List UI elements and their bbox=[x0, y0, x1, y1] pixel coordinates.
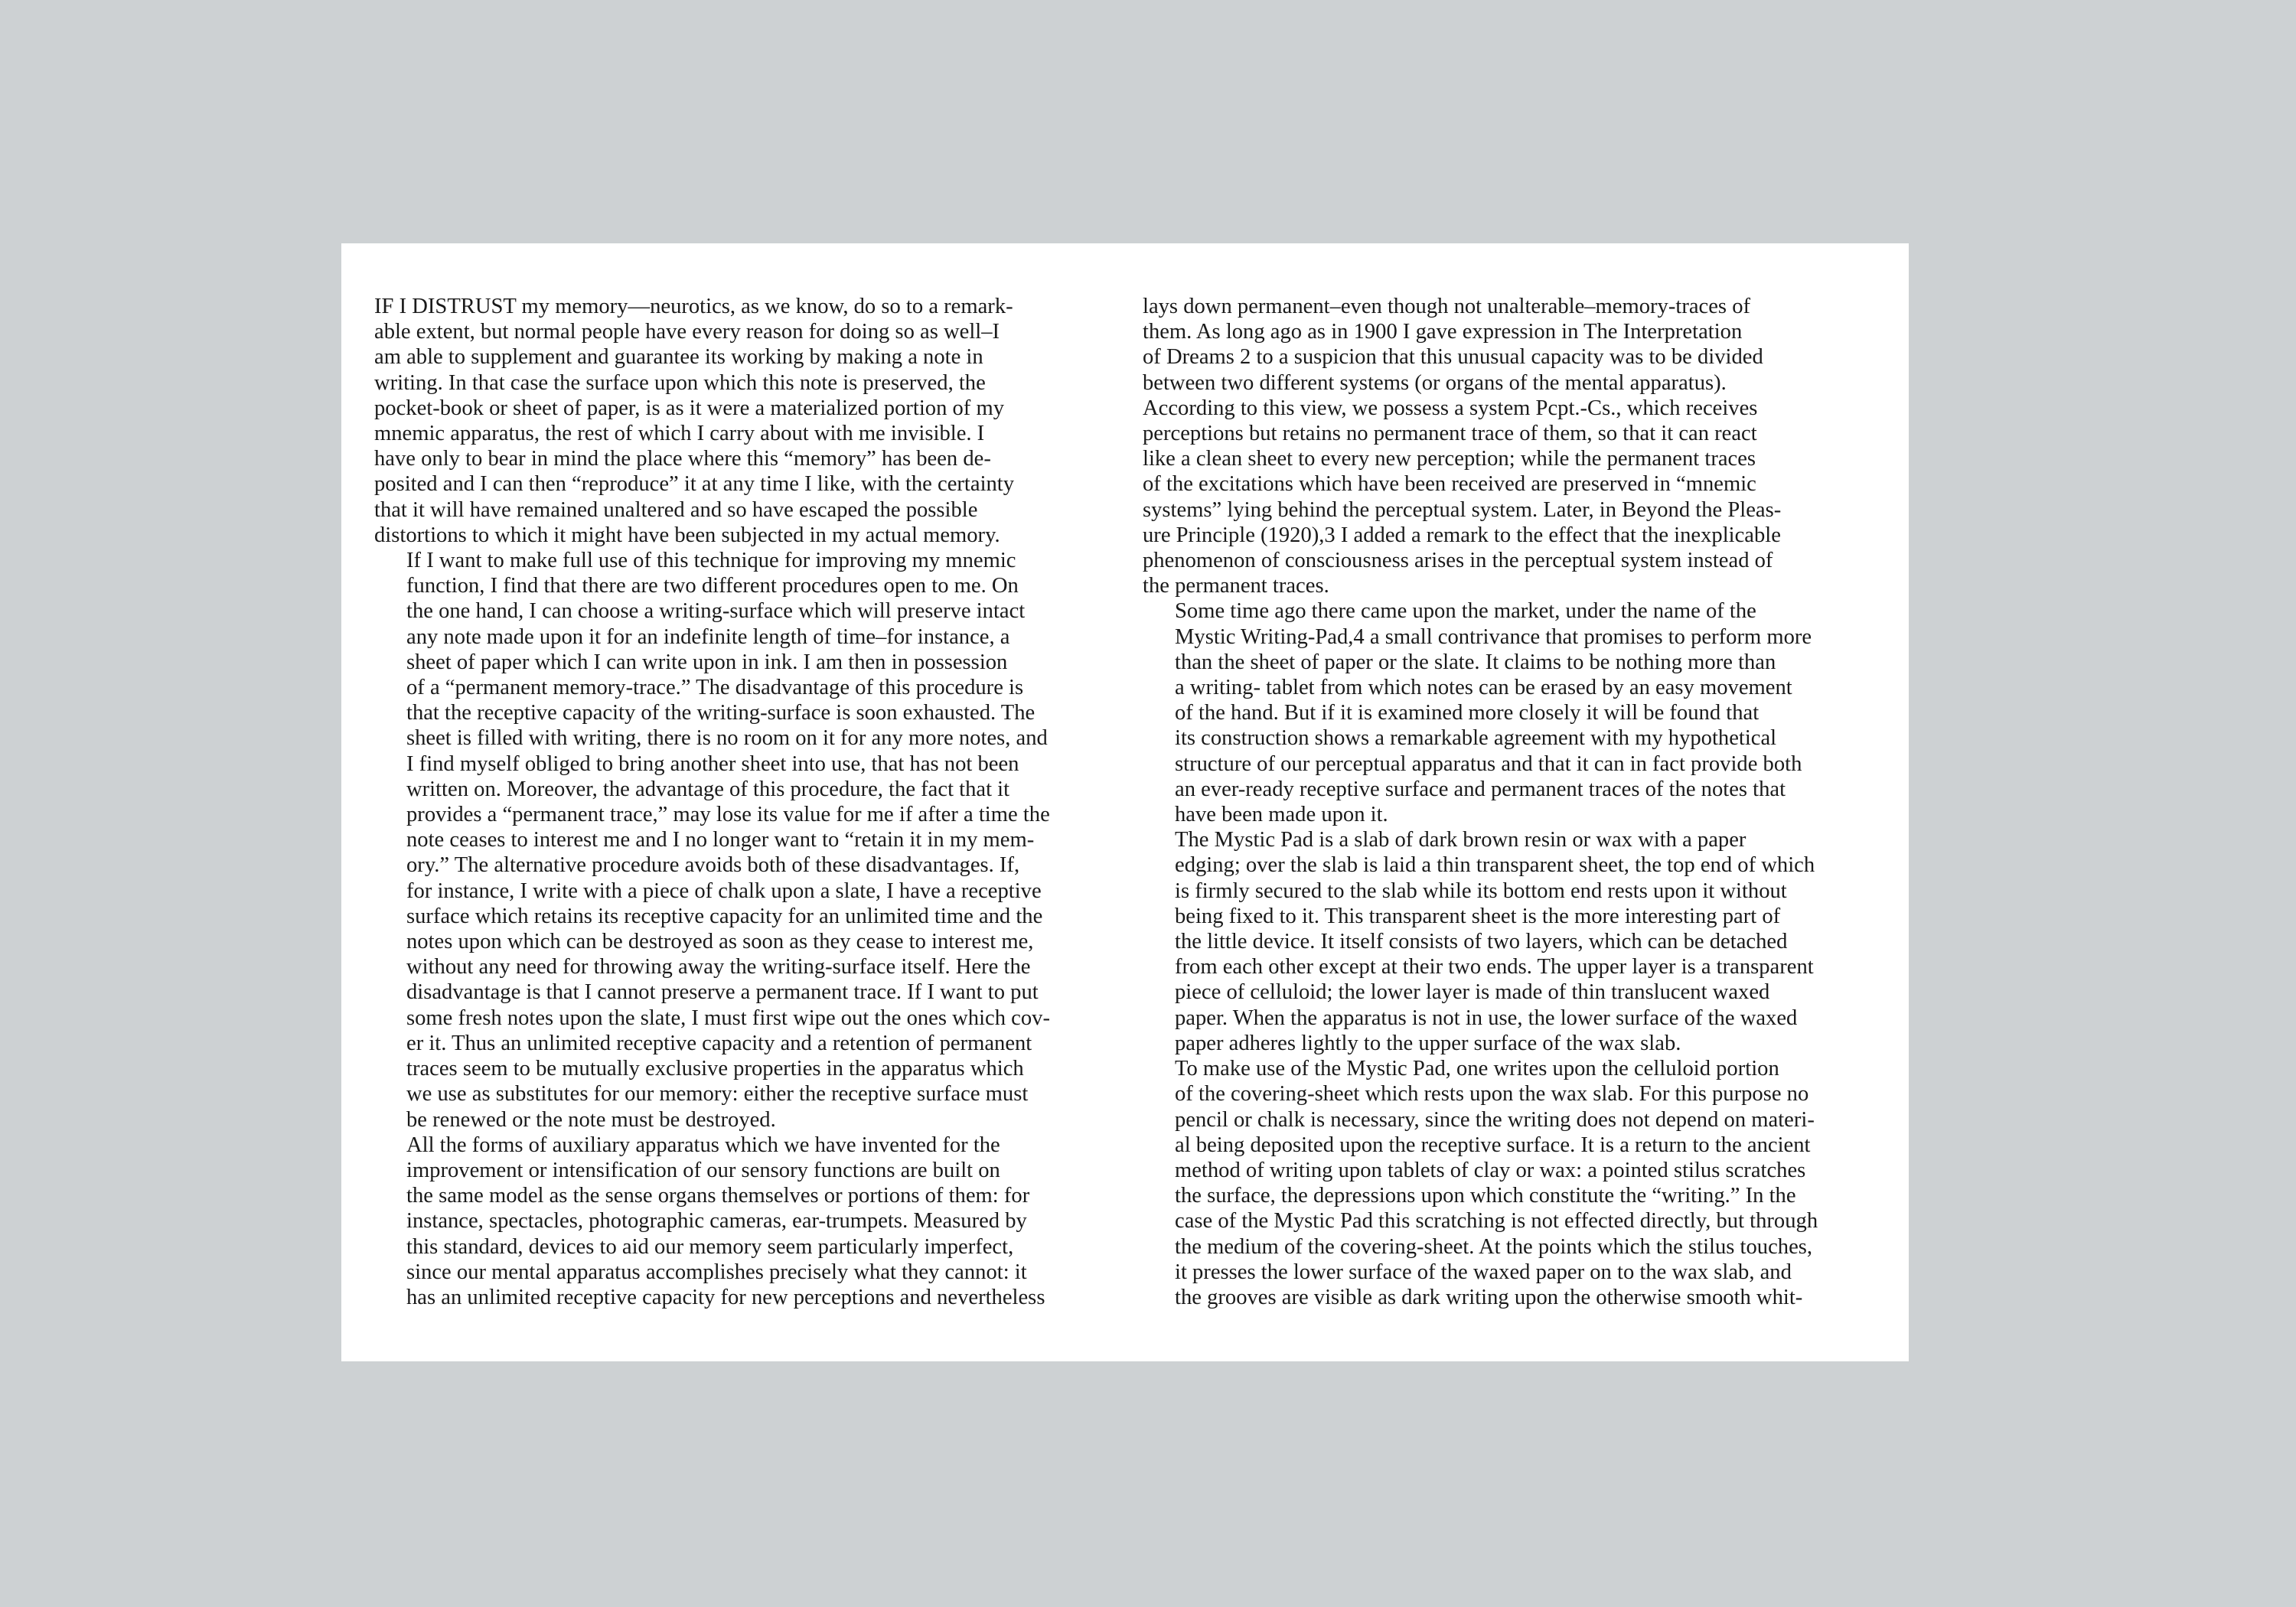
text-line: If I want to make full use of this technique for improving my mnemic bbox=[406, 549, 1016, 573]
text-line: al being deposited upon the receptive surface. It is a return to the ancient bbox=[1175, 1133, 1811, 1157]
text-line: The Mystic Pad is a slab of dark brown resin or wax with a paper bbox=[1175, 828, 1746, 852]
text-line: perceptions but retains no permanent trace of them, so that it can react bbox=[1143, 422, 1757, 446]
text-line: of the excitations which have been received are preserved in “mnemic bbox=[1143, 472, 1756, 497]
text-line: writing. In that case the surface upon which this note is preserved, the bbox=[374, 370, 986, 395]
text-line: between two different systems (or organs of the mental apparatus). bbox=[1143, 370, 1727, 395]
text-line: able extent, but normal people have every reason for doing so as well–I bbox=[374, 320, 1000, 344]
text-line: case of the Mystic Pad this scratching is not effected directly, but through bbox=[1175, 1209, 1818, 1234]
text-line: note ceases to interest me and I no longer want to “retain it in my mem- bbox=[406, 828, 1035, 852]
text-line: posited and I can then “reproduce” it at any time I like, with the certainty bbox=[374, 472, 1015, 497]
text-line: ory.” The alternative procedure avoids both of these disadvantages. If, bbox=[406, 853, 1020, 878]
paragraph bbox=[374, 1133, 1118, 1310]
text-line: we use as substitutes for our memory: either the receptive surface must bbox=[406, 1082, 1029, 1107]
text-line: I find myself obliged to bring another sheet into use, that has not been bbox=[406, 751, 1019, 776]
text-line: er it. Thus an unlimited receptive capacity and a retention of permanent bbox=[406, 1031, 1032, 1055]
text-line: am able to supplement and guarantee its working by making a note in bbox=[374, 345, 983, 370]
text-line: All the forms of auxiliary apparatus which we have invented for the bbox=[406, 1133, 1000, 1157]
text-line: paper adheres lightly to the upper surface of the wax slab. bbox=[1175, 1031, 1681, 1055]
text-line: IF I DISTRUST my memory—neurotics, as we know, do so to a remark- bbox=[374, 295, 1013, 318]
text-line: written on. Moreover, the advantage of this procedure, the fact that it bbox=[406, 777, 1010, 801]
text-line: ure Principle (1920),3 I added a remark to the effect that the inexplicable bbox=[1143, 523, 1781, 547]
text-line: a writing- tablet from which notes can be erased by an easy movement bbox=[1175, 676, 1792, 700]
text-line: To make use of the Mystic Pad, one writes upon the celluloid portion bbox=[1175, 1057, 1779, 1081]
text-line: sheet is filled with writing, there is no room on it for any more notes, and bbox=[406, 726, 1048, 751]
text-line: than the sheet of paper or the slate. It claims to be nothing more than bbox=[1175, 650, 1776, 674]
text-line: that it will have remained unaltered and so have escaped the possible bbox=[374, 497, 978, 522]
text-line: the permanent traces. bbox=[1143, 574, 1329, 598]
text-line: from each other except at their two ends. The upper layer is a transparent bbox=[1175, 955, 1814, 980]
text-line: sheet of paper which I can write upon in ink. I am then in possession bbox=[406, 650, 1008, 674]
text-line: the grooves are visible as dark writing upon the otherwise smooth whit- bbox=[1175, 1285, 1803, 1309]
text-line: that the receptive capacity of the writing-surface is soon exhausted. The bbox=[406, 701, 1035, 725]
text-line: instance, spectacles, photographic cameras, ear-trumpets. Measured by bbox=[406, 1209, 1027, 1234]
text-line: it presses the lower surface of the waxed paper on to the wax slab, and bbox=[1175, 1260, 1792, 1284]
text-line: surface which retains its receptive capacity for an unlimited time and the bbox=[406, 904, 1043, 928]
text-line: without any need for throwing away the writing-surface itself. Here the bbox=[406, 955, 1031, 980]
paragraph bbox=[1143, 294, 1887, 598]
text-line: an ever-ready receptive surface and permanent traces of the notes that bbox=[1175, 777, 1786, 801]
text-line: distortions to which it might have been subjected in my actual memory. bbox=[374, 523, 1000, 547]
paragraph bbox=[1143, 598, 1887, 827]
text-line: provides a “permanent trace,” may lose its value for me if after a time the bbox=[406, 803, 1050, 827]
text-line: of a “permanent memory-trace.” The disadvantage of this procedure is bbox=[406, 676, 1024, 700]
text-line: them. As long ago as in 1900 I gave expression in The Interpretation bbox=[1143, 320, 1743, 344]
text-line: mnemic apparatus, the rest of which I carry about with me invisible. I bbox=[374, 422, 985, 446]
text-line: According to this view, we possess a system Pcpt.-Cs., which receives bbox=[1143, 396, 1758, 420]
paragraph bbox=[374, 294, 1118, 548]
text-line: pencil or chalk is necessary, since the writing does not depend on materi- bbox=[1175, 1107, 1815, 1132]
text-line: the one hand, I can choose a writing-surface which will preserve intact bbox=[406, 599, 1026, 624]
text-line: some fresh notes upon the slate, I must first wipe out the ones which cov- bbox=[406, 1006, 1050, 1030]
text-line: function, I find that there are two different procedures open to me. On bbox=[406, 574, 1019, 598]
right-column bbox=[1143, 294, 1887, 1310]
text-line: of Dreams 2 to a suspicion that this unusual capacity was to be divided bbox=[1143, 345, 1763, 370]
paragraph bbox=[374, 548, 1118, 1133]
text-line: for instance, I write with a piece of chalk upon a slate, I have a receptive bbox=[406, 878, 1042, 903]
text-line: any note made upon it for an indefinite length of time–for instance, a bbox=[406, 624, 1010, 649]
text-line: being fixed to it. This transparent sheet is the more interesting part of bbox=[1175, 904, 1781, 928]
text-line: notes upon which can be destroyed as soon as they cease to interest me, bbox=[406, 930, 1034, 954]
text-line: systems” lying behind the perceptual system. Later, in Beyond the Pleas- bbox=[1143, 497, 1782, 522]
text-line: has an unlimited receptive capacity for new perceptions and nevertheless bbox=[406, 1285, 1045, 1309]
left-column bbox=[374, 294, 1118, 1310]
text-line: of the hand. But if it is examined more closely it will be found that bbox=[1175, 701, 1760, 725]
text-line: lays down permanent–even though not unalterable–memory-traces of bbox=[1143, 295, 1751, 318]
text-line: traces seem to be mutually exclusive properties in the apparatus which bbox=[406, 1057, 1024, 1081]
text-line: the same model as the sense organs themselves or portions of them: for bbox=[406, 1184, 1030, 1208]
text-line: the surface, the depressions upon which constitute the “writing.” In the bbox=[1175, 1184, 1796, 1208]
text-line: pocket-book or sheet of paper, is as it were a materialized portion of my bbox=[374, 396, 1005, 420]
text-line: the medium of the covering-sheet. At the points which the stilus touches, bbox=[1175, 1234, 1813, 1259]
text-line: structure of our perceptual apparatus and that it can in fact provide both bbox=[1175, 751, 1802, 776]
text-line: is firmly secured to the slab while its bottom end rests upon it without bbox=[1175, 878, 1787, 903]
text-line: piece of celluloid; the lower layer is made of thin translucent waxed bbox=[1175, 980, 1770, 1005]
text-line: its construction shows a remarkable agreement with my hypothetical bbox=[1175, 726, 1777, 751]
text-line: be renewed or the note must be destroyed. bbox=[406, 1107, 776, 1132]
text-line: improvement or intensification of our sensory functions are built on bbox=[406, 1158, 1000, 1182]
page-spread bbox=[341, 243, 1909, 1361]
text-line: the little device. It itself consists of two layers, which can be detached bbox=[1175, 930, 1788, 954]
text-line: method of writing upon tablets of clay or wax: a pointed stilus scratches bbox=[1175, 1158, 1806, 1182]
text-line: phenomenon of consciousness arises in the perceptual system instead of bbox=[1143, 549, 1773, 573]
text-line: like a clean sheet to every new perception; while the permanent traces bbox=[1143, 447, 1756, 471]
text-line: edging; over the slab is laid a thin transparent sheet, the top end of which bbox=[1175, 853, 1815, 878]
text-line: have been made upon it. bbox=[1175, 803, 1388, 827]
paragraph bbox=[1143, 827, 1887, 1056]
text-line: disadvantage is that I cannot preserve a permanent trace. If I want to put bbox=[406, 980, 1039, 1005]
text-line: this standard, devices to aid our memory seem particularly imperfect, bbox=[406, 1234, 1014, 1259]
text-line: paper. When the apparatus is not in use, the lower surface of the waxed bbox=[1175, 1006, 1798, 1030]
text-line: Mystic Writing-Pad,4 a small contrivance that promises to perform more bbox=[1175, 624, 1812, 649]
text-line: since our mental apparatus accomplishes precisely what they cannot: it bbox=[406, 1260, 1027, 1284]
text-line: have only to bear in mind the place where this “memory” has been de- bbox=[374, 447, 991, 471]
text-line: Some time ago there came upon the market, under the name of the bbox=[1175, 599, 1756, 624]
paragraph bbox=[1143, 1056, 1887, 1310]
text-line: of the covering-sheet which rests upon the wax slab. For this purpose no bbox=[1175, 1082, 1809, 1107]
